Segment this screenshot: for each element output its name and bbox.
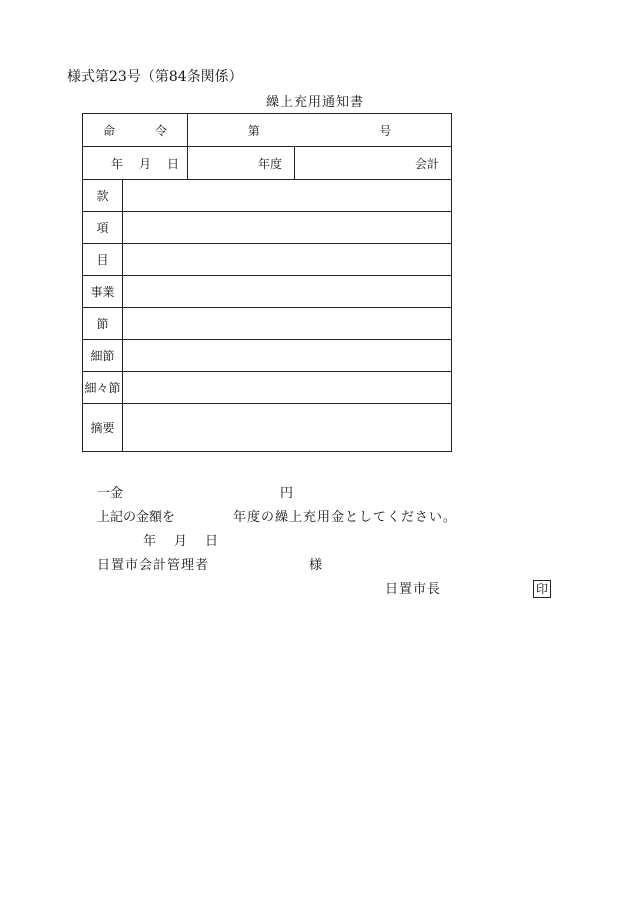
issue-date-month: 月: [174, 534, 188, 549]
row-label-setsu: 節: [83, 308, 123, 340]
order-label-left: 命: [102, 123, 115, 138]
date-month-label: 月: [138, 156, 151, 171]
issue-date: [143, 535, 236, 548]
request-sentence-end: 年度の繰上充用金としてください。: [233, 510, 458, 525]
order-label-right: 令: [154, 123, 167, 138]
row-label-jigyou: 事業: [83, 276, 123, 308]
amount-yen-unit: 円: [280, 486, 294, 501]
number-cell: [188, 114, 452, 147]
row-label-kou: 項: [83, 212, 123, 244]
date-year-label: 年: [110, 156, 123, 171]
fiscal-year-cell: [188, 147, 295, 180]
row-value-jigyou: [123, 276, 452, 308]
seal-box: 印: [533, 580, 551, 598]
form-number: 様式第23号（第84条関係）: [67, 69, 243, 85]
sender-name: 日置市長: [385, 582, 442, 597]
fiscal-year-label: 年度: [257, 156, 282, 171]
row-value-moku: [123, 244, 452, 276]
row-value-tekiyou: [123, 404, 452, 452]
row-value-saisaisetsu: [123, 372, 452, 404]
recipient-name: 日置市会計管理者: [97, 558, 210, 573]
number-label-left: 第: [247, 123, 260, 138]
date-day-label: 日: [166, 156, 179, 171]
row-label-tekiyou: 摘要: [83, 404, 123, 452]
row-label-moku: 目: [83, 244, 123, 276]
issue-date-year: 年: [143, 534, 157, 549]
number-label-right: 号: [379, 123, 392, 138]
recipient-honorific: 様: [309, 558, 323, 573]
row-label-kan: 款: [83, 180, 123, 212]
date-cell: [83, 147, 188, 180]
account-label: 会計: [414, 156, 439, 171]
notice-form-table: [82, 113, 452, 452]
request-sentence-start: 上記の金額を: [97, 510, 176, 525]
row-value-setsu: [123, 308, 452, 340]
issue-date-day: 日: [205, 534, 219, 549]
account-cell: [295, 147, 452, 180]
order-cell: [83, 114, 188, 147]
row-label-saisetsu: 細節: [83, 340, 123, 372]
row-value-saisetsu: [123, 340, 452, 372]
row-value-kan: [123, 180, 452, 212]
amount-prefix: 一金: [97, 486, 124, 501]
row-value-kou: [123, 212, 452, 244]
document-title: 繰上充用通知書: [266, 95, 365, 110]
row-label-saisaisetsu: 細々節: [83, 372, 123, 404]
